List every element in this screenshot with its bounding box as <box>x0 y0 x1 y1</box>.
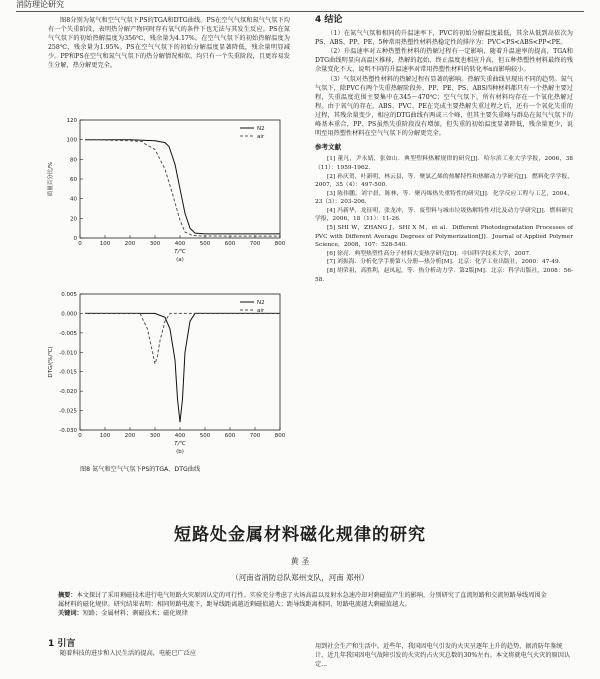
conclusion-para-1: （1）在氮气气氛和相同的升温速率下，PVC的初始分解温度最低，其余从低到高依次为PS、ABS、PP、PE，5种常用热塑性材料热稳定性的排序为：PVC<PS<ABS<PP<PE。 <box>315 30 573 47</box>
article-title: 短路处金属材料磁化规律的研究 <box>174 525 426 545</box>
x-tick-label: 0 <box>78 433 82 439</box>
abstract-text: 本文探讨了采用剩磁技术进行电气短路火灾原因认定的可行性。实验充分考虑了火场高温以及射水急速冷却对剩磁值产生的影响，分别研究了直流短路和交流短路导线周围金属材料的磁化规律。研究结果表明：相同短路电流下，距导线距离越近剩磁值越大；距导线距离相同，短路电流越大剩磁值越大。 <box>58 592 547 608</box>
legend-label: air <box>257 134 265 140</box>
y-tick-label: 100 <box>66 137 77 144</box>
intro-left-column <box>48 640 290 658</box>
article-affiliation: （河南省消防总队郑州支队，河南 郑州） <box>231 573 369 582</box>
intro-right-column <box>315 642 573 678</box>
series-line-air <box>85 313 280 364</box>
x-tick-label: 500 <box>199 433 211 439</box>
legend-label: air <box>257 308 265 314</box>
y-tick-label: 0.005 <box>61 292 77 298</box>
abstract-block <box>58 591 548 618</box>
abstract-label: 摘要： <box>58 592 77 599</box>
y-tick-label: -0.015 <box>59 369 77 376</box>
reference-item: [7] 刘振海．分析化学手册第八分册—热分析[M]．北京：化学工业出版社，2000：47-49． <box>327 259 565 266</box>
reference-item: [3] 陈伟鹏，刘宇晨，陈林，等．聚丙烯热失重特性的研究[J]．化学反应工程与工艺，2004，23（3）：203-206． <box>315 190 573 206</box>
left-column-text <box>48 16 290 71</box>
y-tick-label: 40 <box>70 196 77 203</box>
x-tick-label: 300 <box>149 433 161 439</box>
intro-right-text: 用到社会生产和生活中。近些年，我国因电气引发的火灾呈逐年上升的趋势，据消防年鉴统计，近几年我国因电气故障引发的火灾约占火灾总数的30%左右。本文将就电气火灾的原因认定... <box>315 643 571 669</box>
series-line-N2 <box>85 313 280 422</box>
reference-item: [1] 董凡，尹永婧，张如山．典型塑料热解规律的研究[J]．哈尔滨工业大学学报，2006，38（11）：1959-1962． <box>315 156 573 171</box>
x-tick-label: 700 <box>249 433 261 439</box>
x-tick-label: 100 <box>99 241 111 247</box>
y-tick-label: 60 <box>70 177 77 183</box>
legend-label: N2 <box>257 126 265 132</box>
y-tick-label: 80 <box>70 157 77 164</box>
y-tick-label: -0.025 <box>59 408 77 415</box>
x-tick-label: 200 <box>124 241 136 247</box>
conclusion-para-2: （2）升温速率对五种热塑性材料的热解过程有一定影响，随着升温速率的提高，TGA和DTG曲线明显向高温区推移，热解的起始、终止温度也相应升高，但五种热塑性材料最终的残余量变化不大，说明不同的升温速率对常用热塑性材料的转化率α而影响较小。 <box>315 48 573 74</box>
x-tick-label: 500 <box>199 241 211 247</box>
panel-label: (b) <box>176 449 184 455</box>
panel-label: (a) <box>176 257 184 263</box>
y-axis-label: 质量百分比/% <box>48 161 54 197</box>
legend-label: N2 <box>257 300 265 306</box>
x-tick-label: 800 <box>274 241 286 247</box>
reference-item: [8] 胡荣祖，高胜利，赵凤起，等．热分析动力学．第2版[M]．北京：科学出版社，2008：56-58． <box>315 268 573 283</box>
x-tick-label: 400 <box>174 433 186 439</box>
x-tick-label: 700 <box>249 241 261 247</box>
x-tick-label: 800 <box>274 433 286 439</box>
conclusion-para-3: （3）气氛对热塑性材料的热解过程有显著的影响。热解失重曲线呈现出不同的趋势。氮气气氛下，除PVC有两个失重热解阶段外，PP、PE、PS、ABS四种材料都只有一个热解主要过程，失重温度范围主要集中在345～470℃；空气气氛下，所有材料均存在一个氧化热解过程。由于氧气的存在，ABS、PVC、PE在完成主要热解失重过程之后，还有一个氧化失重的过程，其残余量变少，相应的DTG曲线有两或三个峰，但其主要失重峰与群岛在氮气气氛下的峰基本重合，PP、PS虽然失重阶段没有增加，但失重的初始温度显著降低，残余量更少，说明至用热塑性材料在空气气氛下的分解更完全。 <box>315 75 573 138</box>
y-tick-label: 0.000 <box>61 311 77 318</box>
y-tick-label: -0.005 <box>59 330 77 337</box>
plot-frame <box>80 294 280 430</box>
y-tick-label: 0 <box>73 236 77 242</box>
x-tick-label: 600 <box>224 433 236 439</box>
x-tick-label: 300 <box>149 241 161 247</box>
keywords-text: 短路；金属材料；剩磁技术；磁化规律 <box>82 610 188 617</box>
series-line-N2 <box>85 140 280 234</box>
references-list <box>315 155 573 284</box>
y-tick-label: -0.010 <box>59 350 77 357</box>
y-tick-label: -0.020 <box>59 389 77 396</box>
x-axis-label: T/℃ <box>174 441 186 447</box>
x-tick-label: 600 <box>224 241 236 247</box>
figure-caption: 图8 氮气和空气气氛下PS的TGA、DTG曲线 <box>80 466 201 473</box>
references-heading: 参考文献 <box>315 143 341 152</box>
y-axis-label: DTG/(%/℃) <box>48 346 54 378</box>
x-tick-label: 400 <box>174 241 186 247</box>
article-author: 黄 圣 <box>290 557 310 566</box>
reference-item: [5] SHI W，ZHANG J，SHI X M，et al．Different Photodegradation Processes of PVC with Different Average Degrees of Polymerization[J]．Journal of Applied Polymer Science，2008，107：528-540． <box>315 225 573 249</box>
x-tick-label: 0 <box>78 241 82 247</box>
right-column <box>315 16 573 284</box>
intro-heading: 1 引言 <box>48 639 76 649</box>
tga-chart <box>44 116 294 268</box>
x-axis-label: T/℃ <box>174 249 186 255</box>
dtg-chart <box>44 290 294 460</box>
x-tick-label: 100 <box>99 433 111 439</box>
running-header <box>16 0 584 12</box>
left-paragraph: 图8分别为氮气和空气气氛下PS的TGA和DTG曲线。PS在空气气氛和氮气气氛下均有一个失重阶段，表明热分解产物同时存有氧气的条件下也无法与其发生反应。PS在氮气气氛下的初始热解温度为356℃，残余量为4.17%，在空气气氛下的初始热解温度为258℃，残余量为1.95%。PS在空气气氛下的初始分解温度显著降低，残余量明显减少。PP和PS在空气和氮气气氛下的热分解情况相似，均只有一个失重阶段，且更容易发生分解，热分解更完全。 <box>48 17 290 70</box>
y-tick-label: 120 <box>66 118 77 124</box>
y-tick-label: 20 <box>70 216 77 223</box>
reference-item: [2] 孙庆贺，叶新明，林云县，等．聚氯乙烯的热解特性和热解动力学研究[J]．燃料化学学报，2007，35（4）：497-500． <box>315 173 573 189</box>
reference-item: [4] 冯新华，龙征明，张龙冲，等．废塑料与城市垃圾热解特性对比及动力学研究[J]．燃料研究学报，2006，18（11）：11-26． <box>315 207 573 223</box>
intro-text: 随着科技的进步和人民生活的提高，电能已广泛应 <box>60 650 197 658</box>
keywords-label: 关键词： <box>58 610 83 617</box>
reference-item: [6] 徐亮．典型热塑性高分子材料大变热学研究[D]．中国科学技术大学，2007． <box>327 250 535 257</box>
conclusion-heading: 4 结论 <box>315 15 343 25</box>
y-tick-label: -0.030 <box>59 428 77 434</box>
series-line-air <box>85 140 280 236</box>
running-title: 消防理论研究 <box>16 0 64 9</box>
x-tick-label: 200 <box>124 433 136 439</box>
